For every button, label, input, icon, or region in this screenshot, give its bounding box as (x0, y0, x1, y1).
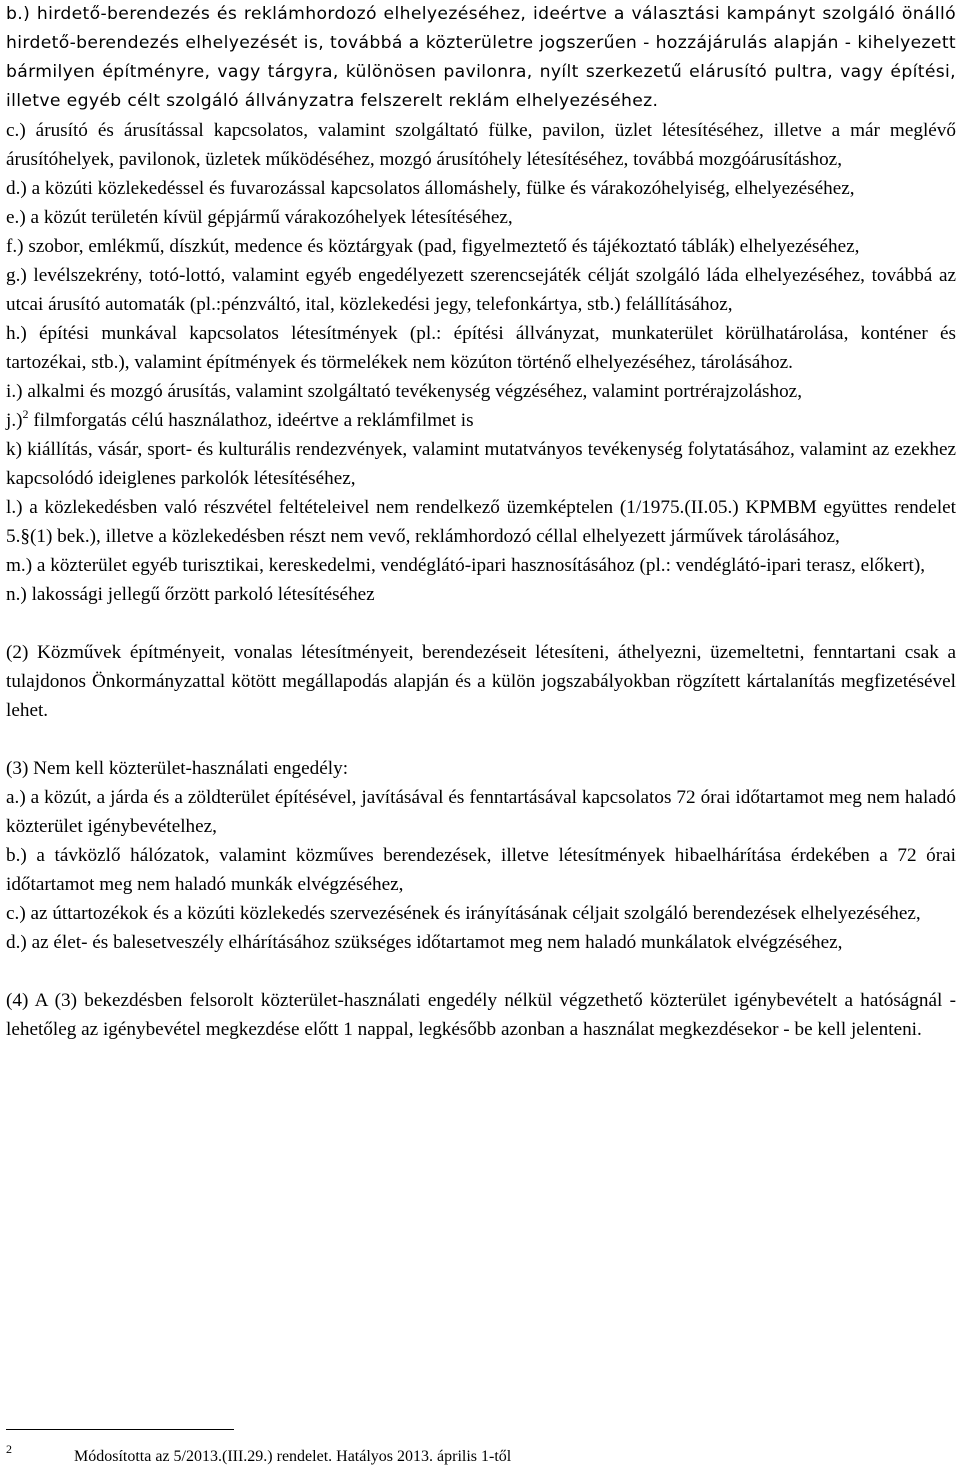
section-2: (2) Közművek építményeit, vonalas létesítményeit, berendezéseit létesíteni, áthelyezni, üzemeltetni, fenntartani csak a tulajdonos Önkormányzattal kötött megállapodás alapján és a külön jogszabályokban rögzített kártalanítás megfizetésével lehet. (6, 642, 956, 721)
section-3-item-a: a.) a közút, a járda és a zöldterület építésével, javításával és fenntartásával kapcsolatos 72 órai időtartamot meg nem haladó közterület igénybevételhez, (6, 787, 956, 837)
paragraph-n: n.) lakossági jellegű őrzött parkoló létesítéséhez (6, 584, 375, 605)
section-3-item-b: b.) a távközlő hálózatok, valamint közműves berendezések, illetve létesítmények hibaelhárítása érdekében a 72 órai időtartamot meg nem haladó munkák elvégzéséhez, (6, 845, 956, 895)
footnote-number: 2 (6, 1442, 12, 1456)
section-4: (4) A (3) bekezdésben felsorolt közterület-használati engedély nélkül végzethető közterület igénybevételt a hatóságnál - lehetőleg az igénybevétel megkezdése előtt 1 nappal, legkésőbb azonban a használat megkezdésekor - be kell jelenteni. (6, 990, 956, 1040)
paragraph-j-prefix: j.) (6, 410, 23, 431)
section-3-item-c: c.) az úttartozékok és a közúti közlekedés szervezésének és irányításának céljait szolgáló berendezések elhelyezéséhez, (6, 903, 921, 924)
paragraph-h: h.) építési munkával kapcsolatos létesítmények (pl.: építési állványzat, munkaterület körülhatárolása, konténer és tartozékai, stb.), valamint építmények és törmelékek nem közúton történő elhelyezéséhez, tárolásához. (6, 323, 956, 373)
footnote-divider (6, 1429, 234, 1430)
paragraph-m: m.) a közterület egyéb turisztikai, kereskedelmi, vendéglátó-ipari hasznosításához (pl.: vendéglátó-ipari terasz, előkert), (6, 555, 926, 576)
paragraph-d: d.) a közúti közlekedéssel és fuvarozással kapcsolatos állomáshely, fülke és várakozóhelyiség, elhelyezéséhez, (6, 178, 855, 199)
footnote-reference[interactable]: 2 (22, 407, 29, 421)
paragraph-i: i.) alkalmi és mozgó árusítás, valamint szolgáltató tevékenység végzéséhez, valamint portrérajzoláshoz, (6, 381, 802, 402)
paragraph-j-text: filmforgatás célú használathoz, ideértve a reklámfilmet is (28, 410, 474, 431)
spacer (6, 725, 956, 754)
paragraph-f: f.) szobor, emlékmű, díszkút, medence és köztárgyak (pad, figyelmeztető és tájékoztató táblák) elhelyezéséhez, (6, 236, 860, 257)
paragraph-l: l.) a közlekedésben való részvétel feltételeivel nem rendelkező üzemképtelen (1/1975.(II.05.) KPMBM együttes rendelet 5.§(1) bek.), illetve a közlekedésben részt nem vevő, reklámhordozó céllal elhelyezett járművek tárolásához, (6, 497, 956, 547)
paragraph-b: b.) hirdető-berendezés és reklámhordozó elhelyezéséhez, ideértve a választási kampányt szolgáló önálló hirdető-berendezés elhelyezését is, továbbá a közterületre jogszerűen - hozzájárulás alapján - kihelyezett bármilyen építményre, vagy tárgyra, különösen pavilonra, nyílt szerkezetű elárusító pultra, vagy építési, illetve egyéb célt szolgáló állványzatra felszerelt reklám elhelyezéséhez. (6, 4, 956, 111)
section-3-heading: (3) Nem kell közterület-használati engedély: (6, 758, 349, 779)
footnote-text: Módosította az 5/2013.(III.29.) rendelet. Hatályos 2013. április 1-től (74, 1448, 512, 1465)
paragraph-g: g.) levélszekrény, totó-lottó, valamint egyéb engedélyezett szerencsejáték célját szolgáló láda elhelyezéséhez, továbbá az utcai árusító automaták (pl.:pénzváltó, ital, közlekedési jegy, telefonkártya, stb.) felállításához, (6, 265, 956, 315)
footnote (6, 1438, 946, 1468)
section-3-item-d: d.) az élet- és balesetveszély elhárításához szükséges időtartamot meg nem haladó munkálatok elvégzéséhez, (6, 932, 843, 953)
document-page (6, 0, 956, 1044)
paragraph-e: e.) a közút területén kívül gépjármű várakozóhelyek létesítéséhez, (6, 207, 513, 228)
paragraph-c: c.) árusító és árusítással kapcsolatos, valamint szolgáltató fülke, pavilon, üzlet létesítéséhez, illetve a már meglévő árusítóhelyek, pavilonok, üzletek működéséhez, mozgó árusítóhely létesítéséhez, továbbá mozgóárusításhoz, (6, 120, 956, 170)
spacer (6, 957, 956, 986)
paragraph-k: k) kiállítás, vásár, sport- és kulturális rendezvények, valamint mutatványos tevékenység folytatásához, valamint az ezekhez kapcsolódó ideiglenes parkolók létesítéséhez, (6, 439, 956, 489)
spacer (6, 609, 956, 638)
paragraph-j (6, 406, 956, 435)
